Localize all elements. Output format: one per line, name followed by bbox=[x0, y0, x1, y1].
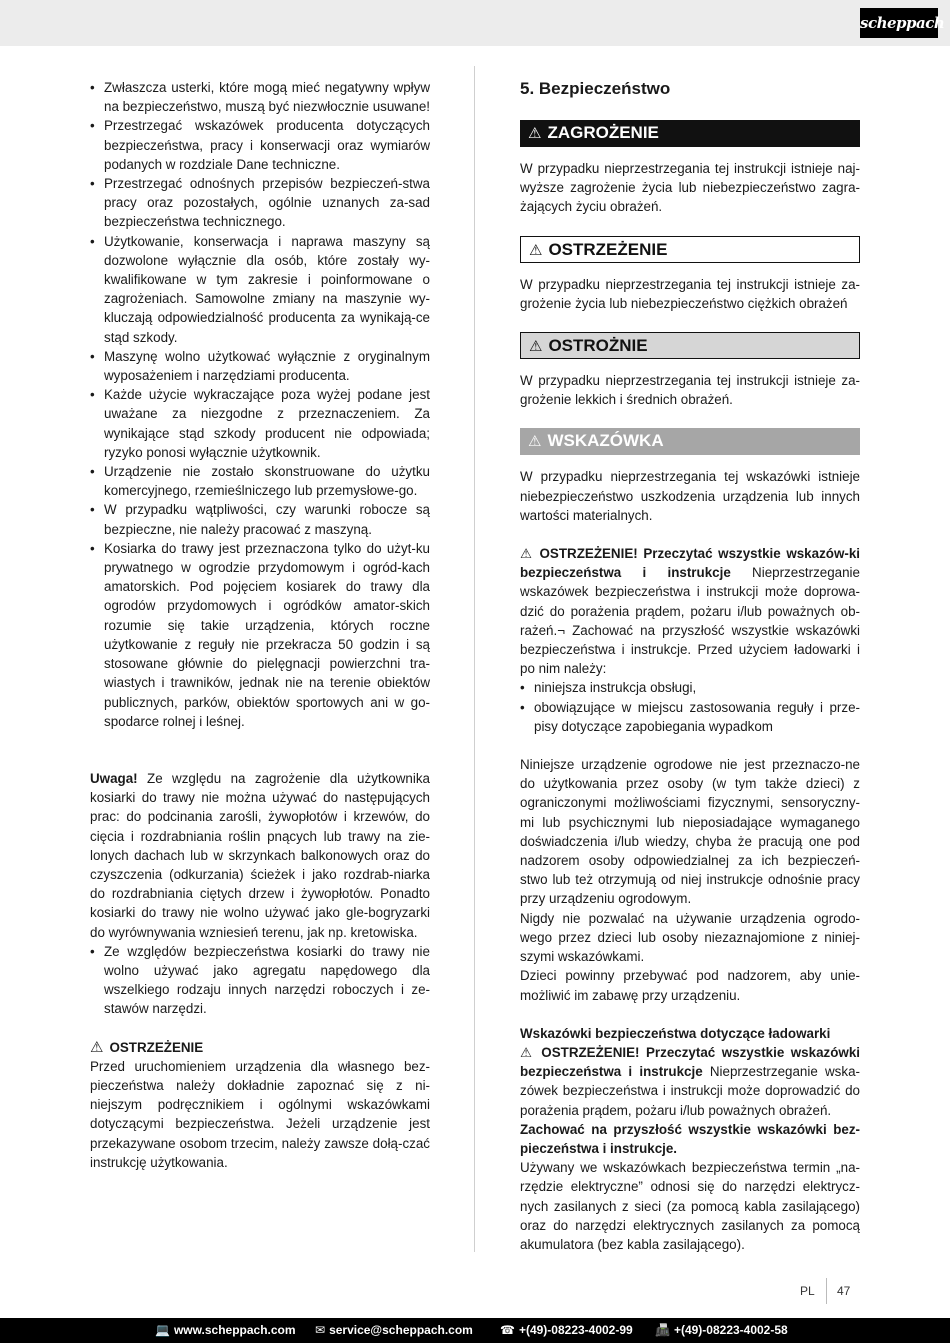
right-column bbox=[520, 78, 860, 1254]
warning-text: Przed uruchomieniem urządzenia dla własnego bez-pieczeństwa należy dokładnie zapoznać się z ni-niejszym podręcznikiem i ogólnymi wskazówkami dotyczącymi bezpieczeństwa. Jeżeli urządzenie jest przekazywane osobom trzecim, należy zawsze dołą-czać instrukcję użytkowania. bbox=[90, 1058, 430, 1170]
body-paragraph: Dzieci powinny przebywać pod nadzorem, aby unie-możliwić im zabawę przy urządzeniu. bbox=[520, 968, 860, 1003]
caution-text: W przypadku nieprzestrzegania tej instrukcji istnieje za-grożenie lekkich i średnich obrażeń. bbox=[520, 373, 860, 408]
footer-separator bbox=[826, 1278, 827, 1304]
warning-triangle-icon: ⚠ bbox=[528, 433, 542, 451]
header-bar bbox=[0, 0, 950, 46]
fax-icon: 📠 bbox=[655, 1323, 670, 1337]
warning-triangle-icon: ⚠ bbox=[520, 1044, 542, 1060]
bullet-list bbox=[90, 942, 430, 1019]
section-title: 5. Bezpieczeństwo bbox=[520, 79, 671, 98]
language-code: PL bbox=[800, 1284, 815, 1298]
warning-heading: ⚠ OSTRZEŻENIE bbox=[90, 1038, 204, 1056]
charger-keep-text: Zachować na przyszłość wszystkie wskazówki bez-pieczeństwa i instrukcje. bbox=[520, 1121, 860, 1156]
body-paragraph: Nigdy nie pozwalać na używanie urządzenia ogrodo-wego przez dzieci lub osoby niezaznajomione z niniej-szymi wskazówkami. bbox=[520, 910, 860, 965]
list-item: • Maszynę wolno użytkować wyłącznie z oryginalnym wyposażeniem i narzędziami producenta. bbox=[90, 347, 430, 385]
list-item: • Każde użycie wykraczające poza wyżej podane jest uważane za niezgodne z przeznaczeniem. Za wynikające stąd szkody producent nie odpowiada; ryzyko ponosi wyłącznie użytkownik. bbox=[90, 385, 430, 462]
bullet-list bbox=[90, 78, 430, 731]
notice-text: W przypadku nieprzestrzegania tej wskazówki istnieje niebezpieczeństwo uszkodzenia urządzenia lub innych wartości materialnych. bbox=[520, 469, 860, 523]
list-item: • obowiązujące w miejscu zastosowania reguły i prze-pisy dotyczące zapobiegania wypadkom bbox=[520, 698, 860, 736]
list-item: • Użytkowanie, konserwacja i naprawa maszyny są dozwolone wyłącznie dla osób, które zostały wy-kwalifikowane w tym zakresie i poinformowane o zagrożeniach. Samowolne zmiany na maszynie wy-kluczają odpowiedzialność producenta za wynikają-ce stąd szkody. bbox=[90, 232, 430, 347]
notice-box: ⚠ WSKAZÓWKA bbox=[520, 428, 860, 455]
list-item: • Ze względów bezpieczeństwa kosiarki do trawy nie wolno używać jako agregatu napędowego dla wszelkiego rodzaju innych narzędzi roboczych i ze-stawów narzędzi. bbox=[90, 942, 430, 1019]
warning-box: ⚠ OSTRZEŻENIE bbox=[520, 236, 860, 263]
charger-definition-text: Używany we wskazówkach bezpieczeństwa termin „na-rzędzie elektryczne” odnosi się do narzędzi elektrycz-nych zasilanych z sieci (za pomocą kabla zasilającego) oraz do narzędzi elektrycznych zasilanych za pomocą akumulatora (bez kabla zasilającego). bbox=[520, 1160, 860, 1252]
charger-heading: Wskazówki bezpieczeństwa dotyczące ładowarki bbox=[520, 1025, 831, 1041]
phone-number: ☎ +(49)-08223-4002-99 bbox=[500, 1323, 633, 1337]
uwaga-paragraph bbox=[90, 769, 430, 942]
warning-text: W przypadku nieprzestrzegania tej instrukcji istnieje za-grożenie życia lub niebezpieczeństwo ciężkich obrażeń bbox=[520, 276, 860, 311]
warning-triangle-icon: ⚠ bbox=[520, 546, 540, 562]
list-item: • niniejsza instrukcja obsługi, bbox=[520, 678, 860, 697]
warning-triangle-icon: ⚠ bbox=[529, 338, 543, 356]
uwaga-text: Ze względu na zagrożenie dla użytkownika kosiarki do trawy nie można używać do następujących prac: do podcinania zarośli, żywopłotów i krzewów, do cięcia i rozdrabniania roślin pnących lub trawy na zie-lonych dachach lub w skrzynkach balkonowych oraz do czyszczenia (odkurzania) ścieżek i jako rozdrab-niarka do rozdrabniania ciętych drzew i żywopłotów. Ponadto kosiarki do trawy nie wolno używać jako gle-bogryzarki do wyrównywania wzniesień terenu, jak np. kretowiska. bbox=[90, 770, 430, 940]
warning-triangle-icon: ⚠ bbox=[528, 125, 542, 142]
website-link[interactable]: 💻 www.scheppach.com bbox=[155, 1323, 296, 1337]
page-number: 47 bbox=[837, 1284, 851, 1298]
warning-triangle-icon: ⚠ bbox=[90, 1038, 104, 1056]
list-item: • W przypadku wątpliwości, czy warunki robocze są bezpieczne, nie należy pracować z maszyną. bbox=[90, 500, 430, 538]
list-item: • Przestrzegać wskazówek producenta dotyczących bezpieczeństwa, pracy i konserwacji oraz wymiarów podanych w rozdziale Dane techniczne. bbox=[90, 116, 430, 174]
phone-icon: ☎ bbox=[500, 1323, 515, 1337]
list-item: • Kosiarka do trawy jest przeznaczona tylko do użyt-ku prywatnego w ogrodzie przydomowym i ogród-kach amatorskich. Pod pojęciem kosiarek do trawy dla ogrodów przydomowych i ogródków amator-skich rozumie się takie urządzenia, których roczne użytkowanie z reguły nie przekracza 50 godzin i są stosowane głównie do pielęgnacji powierzchni tra-wiastych i trawników, jednak nie na terenie obiektów publicznych, parków, obiektów sportowych ani w go-spodarce rolnej i leśnej. bbox=[90, 539, 430, 731]
bullet-list bbox=[520, 678, 860, 736]
caution-box: ⚠ OSTROŻNIE bbox=[520, 332, 860, 359]
list-item: • Urządzenie nie zostało skonstruowane do użytku komercyjnego, rzemieślniczego lub przemysłowe-go. bbox=[90, 462, 430, 500]
warning-triangle-icon: ⚠ bbox=[529, 241, 543, 259]
list-item: • Przestrzegać odnośnych przepisów bezpieczeń-stwa pracy oraz pozostałych, ogólnie uznanych za-sad bezpieczeństwa technicznego. bbox=[90, 174, 430, 232]
danger-box: ⚠ ZAGROŻENIE bbox=[520, 120, 860, 147]
column-divider bbox=[474, 66, 475, 1252]
danger-text: W przypadku nieprzestrzegania tej instrukcji istnieje naj-wyższe zagrożenie życia lub niebezpieczeństwo zagra-żających życiu obrażeń. bbox=[520, 161, 860, 215]
computer-icon: 💻 bbox=[155, 1323, 170, 1337]
body-paragraph: Niniejsze urządzenie ogrodowe nie jest przeznaczo-ne do użytkowania przez osoby (w tym także dzieci) z ograniczonymi możliwościami fizycznymi, sensoryczny-mi lub psychicznymi lub nieposiadające wymaganego doświadczenia i/lub wiedzy, chyba że pracują one pod nadzorem osoby odpowiedzialnej za ich bezpieczeń-stwo lub też otrzymują od niej instrukcje odnośnie pracy przy urządzeniu ogrodowym. bbox=[520, 757, 860, 907]
contact-bar bbox=[0, 1318, 950, 1343]
left-column bbox=[90, 78, 430, 1172]
charger-warning-paragraph: ⚠ OSTRZEŻENIE! Przeczytać wszystkie wskazówki bezpieczeństwa i instrukcje Nieprzestrzeganie wska-zówek bezpieczeństwa i instrukcji może doprowadzić do porażenia prądem, pożaru i/lub poważnych obrażeń. bbox=[520, 1044, 860, 1118]
email-link[interactable]: ✉ service@scheppach.com bbox=[315, 1323, 473, 1337]
list-item: • Zwłaszcza usterki, które mogą mieć negatywny wpływ na bezpieczeństwo, muszą być niezwłocznie usuwane! bbox=[90, 78, 430, 116]
uwaga-label: Uwaga! bbox=[90, 770, 138, 786]
read-instructions-paragraph: ⚠ OSTRZEŻENIE! Przeczytać wszystkie wskazów-ki bezpieczeństwa i instrukcje Nieprzestrzeganie wskazówek bezpieczeństwa i instrukcji może doprowa-dzić do porażenia prądem, pożaru i/lub poważnych ob-rażeń.¬ Zachować na przyszłość wszystkie wskazówki bezpieczeństwa i instrukcje. Przed użyciem ładowarki i po nim należy: bbox=[520, 546, 860, 677]
fax-number: 📠 +(49)-08223-4002-58 bbox=[655, 1323, 788, 1337]
mail-icon: ✉ bbox=[315, 1323, 326, 1337]
brand-logo: scheppach bbox=[860, 8, 938, 38]
